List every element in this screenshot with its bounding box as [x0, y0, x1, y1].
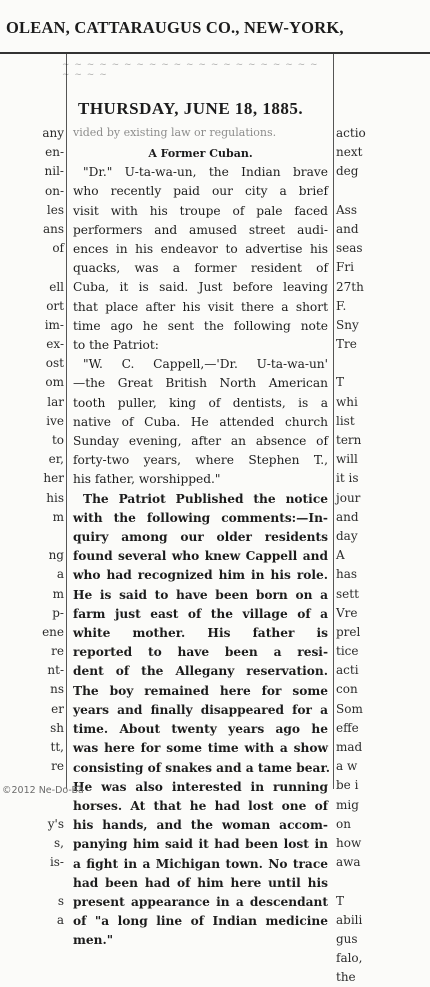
fragment-line: p- — [52, 605, 64, 620]
fragment-line — [336, 354, 386, 373]
fragment-line: on- — [44, 183, 64, 198]
article-line: years and finally disappeared for a — [73, 702, 328, 717]
article-line: farm just east of the village of a — [73, 606, 328, 621]
fragment-line: a w — [336, 759, 358, 774]
article-line: He is said to have been born on a — [73, 587, 328, 602]
article-line: tooth puller, king of dentists, is a — [73, 395, 328, 410]
article-line: "Dr." U-ta-wa-un, the Indian brave — [83, 165, 328, 180]
article-line: white mother. His father is — [73, 626, 328, 641]
fragment-line: acti — [336, 663, 359, 678]
column-rule-right — [333, 54, 334, 789]
article-line: that place after his visit there a short — [73, 299, 328, 314]
fragment-line — [336, 872, 386, 891]
fragment-line: mad — [336, 740, 363, 754]
article-line: forty-two years, where Stephen T., — [73, 453, 328, 468]
fragment-line: prel — [336, 624, 361, 639]
article-line: The Patriot Published the notice — [83, 491, 328, 506]
article-line: Cuba, it is said. Just before leaving — [73, 280, 328, 295]
article-line: present appearance in a descendant — [73, 894, 328, 909]
article-headline: A Former Cuban. — [148, 147, 253, 160]
fragment-line: on — [336, 816, 351, 831]
fragment-line: her — [43, 471, 64, 486]
fragment-line: ns — [50, 682, 64, 697]
fragment-line: ene — [42, 624, 64, 639]
article — [73, 128, 328, 951]
fragment-line: awa — [336, 855, 361, 870]
fragment-line: how — [336, 835, 362, 850]
newspaper-masthead: OLEAN, CATTARAUGUS CO., NEW-YORK, — [6, 18, 344, 37]
fragment-line: ex- — [46, 337, 64, 352]
fragment-line: will — [336, 452, 358, 467]
fragment-line: y's — [47, 816, 64, 831]
fragment-line — [2, 872, 64, 891]
fragment-line: 27th — [336, 279, 364, 294]
clipped-line: vided by existing law or regulations. — [73, 126, 277, 139]
fragment-line: tt, — [50, 740, 64, 754]
article-line: ences in his endeavor to advertise his — [73, 242, 328, 257]
article-line: visit with his troupe of pale faced — [73, 203, 328, 218]
fragment-line: sett — [336, 586, 359, 601]
column-rule-left — [66, 54, 67, 789]
fragment-line: any — [42, 126, 64, 140]
fragment-line: s, — [54, 835, 64, 850]
fragment-line: m — [52, 586, 64, 601]
right-column-fragment — [336, 124, 386, 987]
fragment-line: Sny — [336, 317, 359, 332]
fragment-line: Som — [336, 701, 363, 716]
fragment-line: sh — [50, 720, 64, 735]
masthead-rule — [0, 52, 430, 54]
fragment-line: ost — [45, 356, 64, 371]
fragment-line: whi — [336, 394, 358, 409]
fragment-line: and — [336, 221, 359, 236]
article-paragraph-1 — [73, 163, 328, 355]
fragment-line: and — [336, 509, 359, 524]
article-line: of "a long line of Indian medicine — [73, 914, 328, 929]
article-line: who recently paid our city a brief — [73, 184, 328, 199]
fragment-line: his — [46, 490, 64, 505]
fragment-line: ng — [48, 548, 64, 563]
fragment-line: Fri — [336, 260, 354, 275]
fragment-line: lar — [47, 394, 64, 409]
fragment-line: tern — [336, 433, 362, 447]
fragment-line: actio — [336, 126, 366, 140]
fragment-line: om — [45, 375, 64, 390]
fragment-line: effe — [336, 720, 359, 735]
fragment-line: im- — [44, 317, 64, 332]
article-line: to the Patriot: — [73, 338, 159, 353]
fragment-line: of — [52, 241, 64, 256]
fragment-line: nt- — [47, 663, 64, 678]
fragment-line: A — [336, 548, 345, 563]
fragment-line — [2, 796, 64, 815]
fragment-line: to — [51, 433, 64, 447]
fragment-line: is- — [49, 855, 64, 870]
article-line: quiry among our older residents — [73, 530, 328, 545]
fragment-line: gus — [336, 931, 358, 946]
article-line: a fight in a Michigan town. No trace — [73, 856, 328, 871]
fragment-line: F. — [336, 298, 347, 313]
fragment-line: T — [336, 375, 345, 390]
fragment-line: the — [336, 970, 356, 985]
fragment-line: be i — [336, 778, 359, 793]
fragment-line: a — [56, 567, 64, 582]
article-line: —the Great British North American — [73, 376, 328, 391]
left-column-fragment — [2, 124, 64, 930]
article-line: his hands, and the woman accom- — [73, 818, 328, 833]
clipped-text-fragment: ~ ~ ~ ~ ~ ~ ~ ~ ~ ~ ~ ~ ~ ~ ~ ~ ~ ~ ~ ~ ~ ~ ~ ~ ~ — [62, 60, 319, 80]
fragment-line: Tre — [336, 337, 357, 352]
fragment-line: re — [51, 644, 64, 659]
fragment-line: has — [336, 567, 358, 582]
fragment-line: m — [52, 509, 64, 524]
article-line: He was also interested in running — [73, 779, 328, 794]
article-line: was here for some time with a show — [73, 741, 328, 756]
dateline: THURSDAY, JUNE 18, 1885. — [78, 99, 304, 118]
fragment-line: ans — [42, 221, 64, 236]
fragment-line: list — [336, 413, 355, 428]
fragment-line: re — [51, 759, 64, 774]
article-line: The boy remained here for some — [73, 683, 328, 698]
fragment-line: Ass — [336, 202, 357, 217]
article-paragraph-3 — [73, 490, 328, 951]
fragment-line: les — [46, 202, 64, 217]
article-line: reported to have been a resi- — [73, 645, 328, 660]
fragment-line: mig — [336, 797, 359, 812]
fragment-line: en- — [45, 145, 64, 160]
article-paragraph-2 — [73, 355, 328, 489]
fragment-line: ort — [46, 298, 64, 313]
fragment-line — [2, 258, 64, 277]
copyright-notice: ©2012 Ne-Do-Ba — [2, 785, 84, 796]
fragment-line: Vre — [336, 605, 358, 620]
article-line: found several who knew Cappell and — [73, 549, 328, 564]
article-line: time. About twenty years ago he — [73, 722, 328, 737]
article-line: had been had of him here until his — [73, 875, 328, 890]
fragment-line: abili — [336, 912, 363, 927]
fragment-line: next — [336, 145, 363, 160]
article-line: dent of the Allegany reservation. — [73, 664, 328, 679]
fragment-line: tice — [336, 644, 359, 659]
fragment-line: deg — [336, 164, 359, 179]
article-line: with the following comments:—In- — [73, 510, 328, 525]
fragment-line: nil- — [44, 164, 64, 179]
fragment-line — [2, 527, 64, 546]
article-line: consisting of snakes and a tame bear. — [73, 760, 330, 775]
fragment-line: it is — [336, 471, 359, 486]
article-line: his father, worshipped." — [73, 472, 221, 487]
article-line: time ago he sent the following note — [73, 318, 328, 333]
fragment-line — [336, 182, 386, 201]
fragment-line: T — [336, 893, 345, 908]
article-line: quacks, was a former resident of — [73, 261, 328, 276]
fragment-line: ive — [46, 413, 64, 428]
fragment-line: er, — [48, 452, 64, 467]
fragment-line: ell — [49, 279, 64, 294]
article-line: who had recognized him in his role. — [73, 568, 328, 583]
article-line: horses. At that he had lost one of — [73, 798, 328, 813]
article-line: native of Cuba. He attended church — [73, 414, 328, 429]
fragment-line: con — [336, 682, 358, 697]
fragment-line: jour — [336, 490, 361, 505]
article-line: performers and amused street audi- — [73, 222, 328, 237]
fragment-line: falo, — [336, 951, 363, 966]
article-line: panying him said it had been lost in — [73, 837, 328, 852]
fragment-line: a — [56, 912, 64, 927]
article-line: men." — [73, 933, 114, 948]
fragment-line: er — [51, 701, 64, 716]
fragment-line: day — [336, 528, 358, 543]
article-line: Sunday evening, after an absence of — [73, 434, 328, 449]
fragment-line: s — [57, 893, 64, 908]
fragment-line: seas — [336, 241, 363, 256]
article-line: "W. C. Cappell,—'Dr. U-ta-wa-un' — [83, 357, 328, 372]
